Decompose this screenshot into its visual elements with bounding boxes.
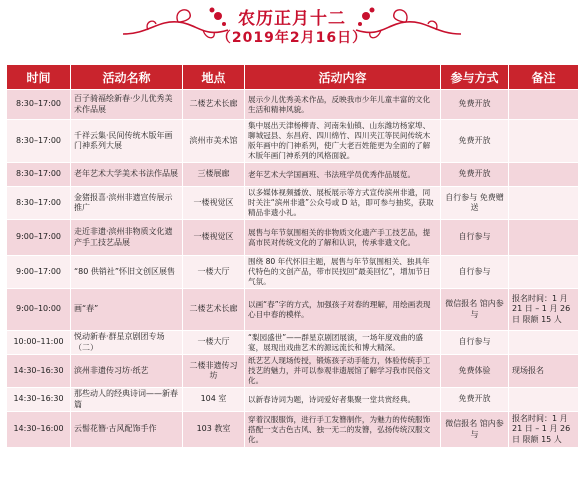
- cell-participation: 微信报名 馆内参与: [441, 412, 509, 448]
- page-subtitle: （2019年2月16日）: [216, 30, 368, 46]
- cell-note: [509, 220, 579, 256]
- cell-note: 报名时间：1 月 21 日 – 1 月 26 日 限额 15 人: [509, 412, 579, 448]
- cell-time: 9:00–17:00: [7, 220, 71, 256]
- column-header-mode: 参与方式: [441, 65, 509, 90]
- cell-time: 9:00–17:00: [7, 256, 71, 289]
- cell-note: [509, 163, 579, 187]
- cell-activity-name: 金猪报喜·滨州非遗宣传展示推广: [71, 187, 183, 220]
- table-row: [7, 355, 579, 388]
- table-row: [7, 388, 579, 412]
- cell-content: 以新春诗词为题，诗词爱好者集聚一堂共赏经典。: [245, 388, 441, 412]
- cell-participation: 免费开放: [441, 120, 509, 163]
- cell-participation: 免费开放: [441, 388, 509, 412]
- cell-participation: 免费体验: [441, 355, 509, 388]
- cell-time: 8:30–17:00: [7, 187, 71, 220]
- cell-note: [509, 256, 579, 289]
- table-header-row: [7, 65, 579, 90]
- cell-note: [509, 331, 579, 355]
- cell-activity-name: 滨州非遗传习坊·纸艺: [71, 355, 183, 388]
- cell-place: 二楼艺术长廊: [183, 289, 245, 331]
- cell-activity-name: 那些动人的经典诗词——新春篇: [71, 388, 183, 412]
- table-row: [7, 256, 579, 289]
- cell-content: “梨园盛世”——群星京剧团展演，一场年度戏曲的盛宴，展现出戏曲艺术的源远流长和博大精深。: [245, 331, 441, 355]
- header: [0, 0, 584, 58]
- cell-note: 报名时间：1 月 21 日 – 1 月 26 日 限额 15 人: [509, 289, 579, 331]
- column-header-place: 地点: [183, 65, 245, 90]
- table-row: [7, 120, 579, 163]
- cell-activity-name: 千祥云集·民间传统木版年画门神系列大展: [71, 120, 183, 163]
- cell-participation: 自行参与: [441, 256, 509, 289]
- table-row: [7, 412, 579, 448]
- table-row: [7, 163, 579, 187]
- cell-note: [509, 187, 579, 220]
- cell-content: 围绕 80 年代怀旧主题，展售与年节氛围相关、独具年代特色的文创产品，带市民找回“最美回忆”，增加节日气氛。: [245, 256, 441, 289]
- cell-time: 8:30–17:00: [7, 90, 71, 120]
- cell-time: 9:00–10:00: [7, 289, 71, 331]
- cell-content: 穿着汉服服饰，进行手工发簪制作，为魅力的传统服饰搭配一支古色古风、独一无二的发簪，弘扬传统汉服文化。: [245, 412, 441, 448]
- cell-content: 以画“春”字的方式，加强孩子对春的理解，用绘画表现心目中春的模样。: [245, 289, 441, 331]
- column-header-name: 活动名称: [71, 65, 183, 90]
- cell-participation: 免费开放: [441, 163, 509, 187]
- cell-place: 二楼非遗传习坊: [183, 355, 245, 388]
- table-row: [7, 331, 579, 355]
- cell-note: [509, 120, 579, 163]
- cell-participation: 自行参与: [441, 220, 509, 256]
- column-header-time: 时间: [7, 65, 71, 90]
- cell-time: 8:30–17:00: [7, 120, 71, 163]
- column-header-content: 活动内容: [245, 65, 441, 90]
- cell-time: 10:00–11:00: [7, 331, 71, 355]
- cell-activity-name: 百子骑福绘新春·少儿优秀美术作品展: [71, 90, 183, 120]
- cell-content: 纸艺艺人现场传授，锻炼孩子动手能力，体验传统手工技艺的魅力，并可以参观非遗展馆了解学习我市民俗文化。: [245, 355, 441, 388]
- cell-time: 14:30–16:00: [7, 412, 71, 448]
- cell-time: 14:30–16:30: [7, 388, 71, 412]
- cell-place: 二楼艺术长廊: [183, 90, 245, 120]
- cell-participation: 自行参与 免费赠送: [441, 187, 509, 220]
- cell-place: 103 教室: [183, 412, 245, 448]
- column-header-note: 备注: [509, 65, 579, 90]
- cell-participation: 自行参与: [441, 331, 509, 355]
- cell-time: 14:30–16:30: [7, 355, 71, 388]
- cell-activity-name: 云髻花簪·古风配饰手作: [71, 412, 183, 448]
- cell-content: 集中展出天津杨柳青、河南朱仙镇、山东潍坊杨家埠、聊城冠县、东昌府、四川绵竹、四川夹江等民间传统木版年画中的门神系列，使广大老百姓能更为全面的了解木版年画门神系列的风格面貌。: [245, 120, 441, 163]
- table-row: [7, 220, 579, 256]
- cell-content: 以多媒体视频播放、展板展示等方式宣传滨州非遗，同时关注“滨州非遗”公众号或 D 站，即可参与抽奖，获取精品非遗小礼。: [245, 187, 441, 220]
- cell-place: 一楼大厅: [183, 331, 245, 355]
- cell-activity-name: 老年艺术大学美术书法作品展: [71, 163, 183, 187]
- cell-note: [509, 388, 579, 412]
- cell-time: 8:30–17:00: [7, 163, 71, 187]
- table-row: [7, 289, 579, 331]
- cell-place: 一楼大厅: [183, 256, 245, 289]
- cell-note: [509, 90, 579, 120]
- cell-place: 一楼视觉区: [183, 220, 245, 256]
- cell-activity-name: 走近非遗·滨州非物质文化遗产手工技艺品展: [71, 220, 183, 256]
- table-row: [7, 187, 579, 220]
- cell-place: 滨州市美术馆: [183, 120, 245, 163]
- cell-place: 一楼视觉区: [183, 187, 245, 220]
- table-row: [7, 90, 579, 120]
- cell-content: 老年艺术大学国画班、书法班学员优秀作品展览。: [245, 163, 441, 187]
- schedule-table: [6, 64, 579, 448]
- cell-activity-name: “80 供销社”怀旧文创区展售: [71, 256, 183, 289]
- cell-content: 展示少儿优秀美术作品，反映我市少年儿童丰富的文化生活和精神风貌。: [245, 90, 441, 120]
- cell-note: 现场报名: [509, 355, 579, 388]
- cell-activity-name: 悦动新春·群星京剧团专场（二）: [71, 331, 183, 355]
- cell-participation: 微信报名 馆内参与: [441, 289, 509, 331]
- cell-participation: 免费开放: [441, 90, 509, 120]
- cell-place: 三楼展廊: [183, 163, 245, 187]
- page-title: 农历正月十二: [238, 9, 346, 29]
- cell-place: 104 室: [183, 388, 245, 412]
- cell-content: 展售与年节氛围相关的非物质文化遗产手工技艺品，提高市民对传统文化的了解和认识，传承非遗文化。: [245, 220, 441, 256]
- cell-activity-name: 画“春”: [71, 289, 183, 331]
